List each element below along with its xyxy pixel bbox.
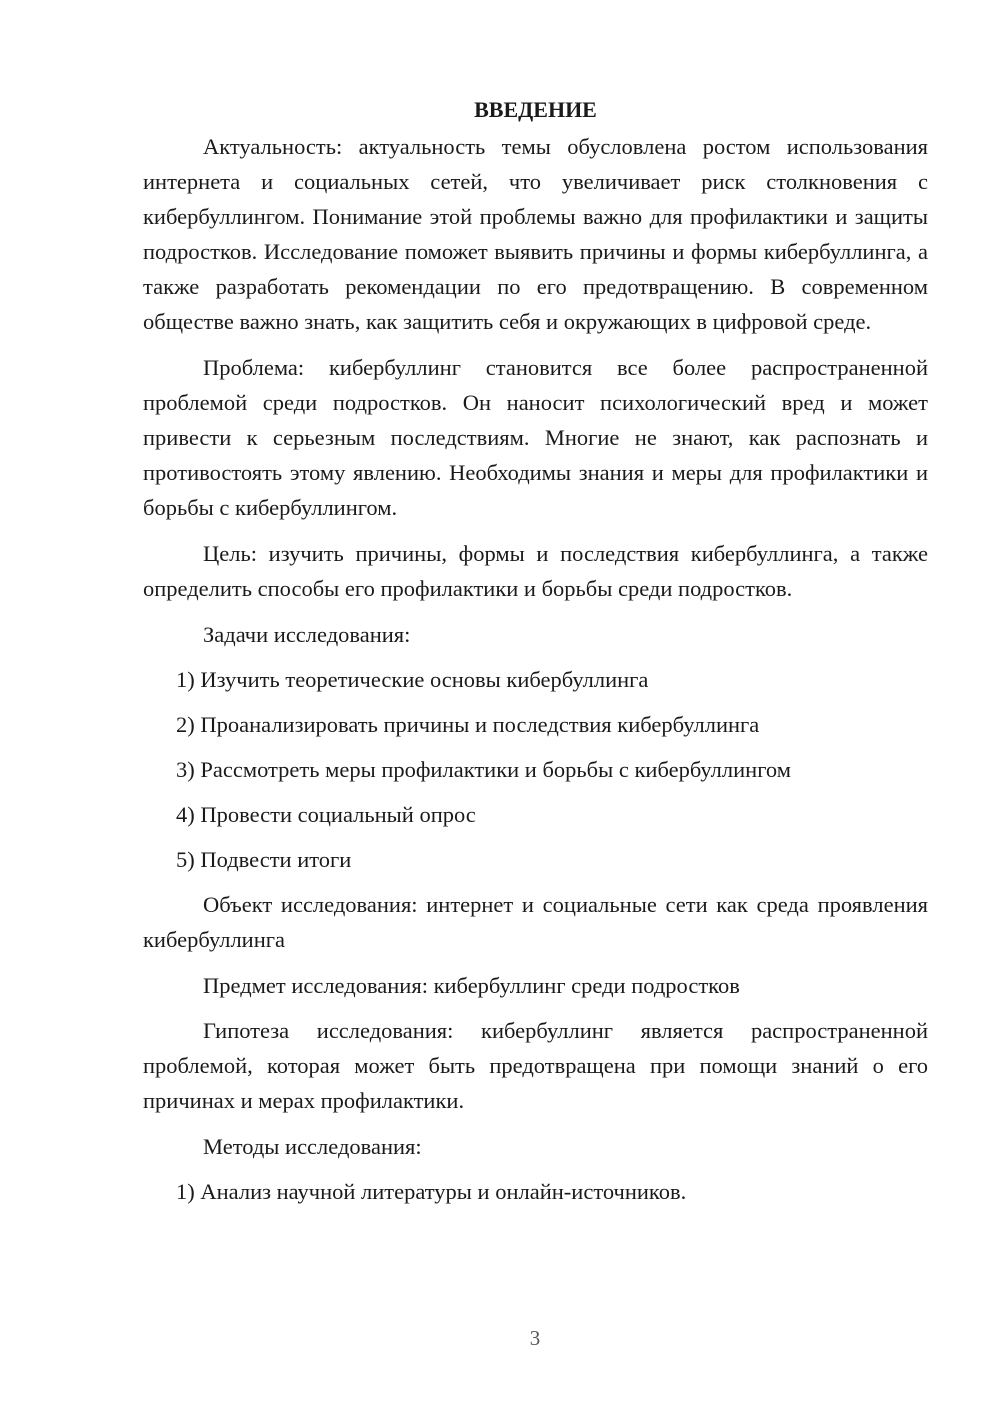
section-heading: ВВЕДЕНИЕ [474, 97, 597, 122]
goal-paragraph: Цель: изучить причины, формы и последствия кибербуллинга, а также определить способы его профилактики и борьбы среди подростков. [143, 541, 928, 601]
method-item: 1) Анализ научной литературы и онлайн-источников. [176, 1179, 687, 1204]
object-paragraph: Объект исследования: интернет и социальные сети как среда проявления кибербуллинга [143, 892, 928, 952]
problem-paragraph: Проблема: кибербуллинг становится все более распространенной проблемой среди подростков. Он наносит психологический вред и может привести к серьезным последствиям. Многие не знают, как распознать и противостоять этому явлению. Необходимы знания и меры для профилактики и борьбы с кибербуллингом. [143, 355, 928, 520]
relevance-paragraph: Актуальность: актуальность темы обусловлена ростом использования интернета и социальных сетей, что увеличивает риск столкновения с кибербуллингом. Понимание этой проблемы важно для профилактики и защиты подростков. Исследование поможет выявить причины и формы кибербуллинга, а также разработать рекомендации по его предотвращению. В современном обществе важно знать, как защитить себя и окружающих в цифровой среде. [143, 134, 928, 334]
task-item: 3) Рассмотреть меры профилактики и борьбы с кибербуллингом [176, 757, 791, 782]
task-item: 4) Провести социальный опрос [176, 802, 476, 827]
task-item: 5) Подвести итоги [176, 847, 352, 872]
tasks-title: Задачи исследования: [203, 622, 411, 647]
subject-paragraph: Предмет исследования: кибербуллинг среди подростков [203, 973, 740, 998]
task-item: 2) Проанализировать причины и последствия кибербуллинга [176, 712, 760, 737]
methods-title: Методы исследования: [203, 1134, 422, 1159]
document-page [143, 92, 928, 1219]
task-item: 1) Изучить теоретические основы кибербуллинга [176, 667, 649, 692]
page-number: 3 [529, 1326, 541, 1350]
hypothesis-paragraph: Гипотеза исследования: кибербуллинг является распространенной проблемой, которая может быть предотвращена при помощи знаний о его причинах и мерах профилактики. [143, 1018, 928, 1113]
methods-list [143, 1174, 928, 1209]
tasks-list [143, 662, 928, 877]
